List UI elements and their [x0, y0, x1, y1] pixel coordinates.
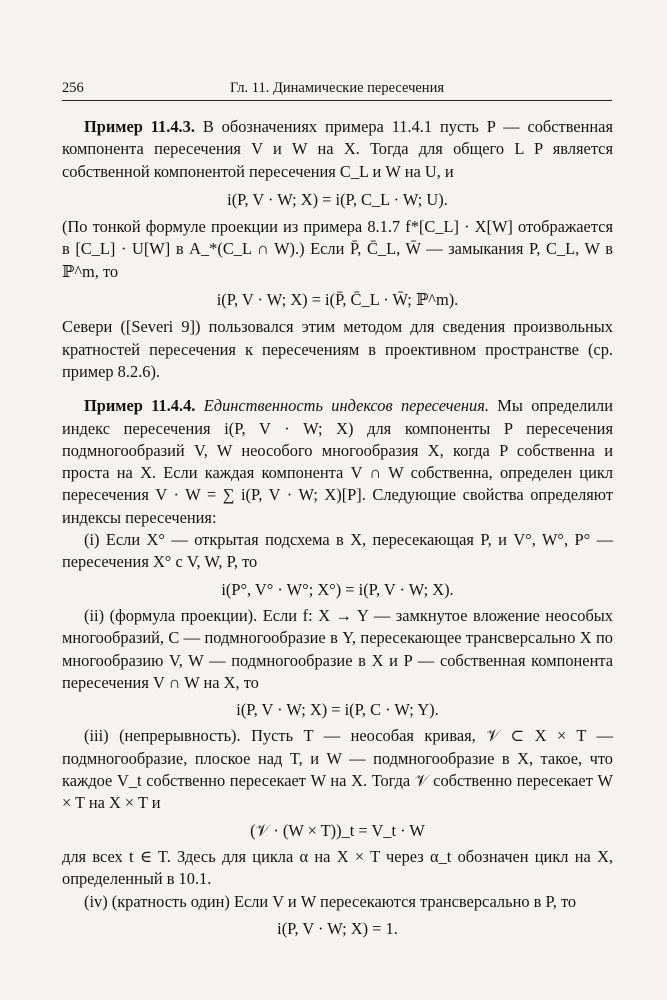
- formula: (𝒱 · (W × T))_t = V_t · W: [250, 820, 425, 840]
- formula: i(P°, V° · W°; X°) = i(P, V · W; X).: [221, 579, 454, 599]
- list-item: (iv) (кратность один) Если V и W пересекаются трансверсально в P, то: [84, 891, 577, 911]
- example-11-4-3: [62, 116, 613, 183]
- list-item: (i) Если X° — открытая подсхема в X, пересекающая P, и V°, W°, P° — пересечения X° с V, W, P, то: [62, 530, 613, 572]
- paragraph: (По тонкой формуле проекции из примера 8.1.7 f*[C_L] · X[W] отображается в [C_L] · U[W] в A_*(C_L ∩ W).) Если P̄, C̄_L, W̄ — замыкания P, C_L, W в ℙ^m, то: [62, 217, 613, 281]
- example-heading: Пример 11.4.3.: [84, 117, 195, 136]
- paragraph: Мы определили индекс пересечения i(P, V · W; X) для компоненты P пересечения подмногообразий V, W неособого многообразия X, когда P собственна и проста на X. Если каждая компонента V ∩ W собственна, определен цикл пересечения V · W = ∑ i(P, V · W; X)[P]. Следующие свойства определяют индексы пересечения:: [62, 396, 613, 527]
- formula: i(P, V · W; X) = i(P, C_L · W; U).: [227, 189, 448, 209]
- paragraph: Севери ([Severi 9]) пользовался этим методом для сведения произвольных кратностей пересечения к пересечениям в проективном пространстве (ср. пример 8.2.6).: [62, 317, 613, 381]
- list-item: (ii) (формула проекции). Если f: X → Y — замкнутое вложение неособых многообразий, C — подмногообразие в Y, пересекающее трансверсально X по многообразию V, W — подмногообразие в X и P — собственная компонента пересечения V ∩ W на X, то: [62, 605, 613, 692]
- example-11-4-4: [62, 395, 613, 529]
- formula: i(P, V · W; X) = i(P̄, C̄_L · W̄; ℙ^m).: [216, 290, 459, 310]
- example-title: Единственность индексов пересечения.: [203, 396, 489, 416]
- chapter-title: Гл. 11. Динамические пересечения: [229, 80, 444, 96]
- header-rule: [62, 100, 612, 101]
- paragraph: для всех t ∈ T. Здесь для цикла α на X × T через α_t обозначен цикл на X, определенный в 10.1.: [62, 846, 613, 889]
- formula: i(P, V · W; X) = 1.: [277, 918, 398, 938]
- paragraph: В обозначениях примера 11.4.1 пусть P — собственная компонента пересечения V и W на X. Тогда для общего L P является собственной компонентой пересечения C_L и W на U, и: [62, 117, 613, 181]
- formula: i(P, V · W; X) = i(P, C · W; Y).: [236, 700, 439, 720]
- page-number: 256: [62, 80, 84, 96]
- list-item: (iii) (непрерывность). Пусть T — неособая кривая, 𝒱 ⊂ X × T — подмногообразие, плоское над T, и W — подмногообразие в X, такое, что каждое V_t собственно пересекает W на X. Тогда 𝒱 собственно пересекает W × T на X × T и: [62, 726, 613, 813]
- example-heading: Пример 11.4.4.: [84, 396, 196, 416]
- page-body: [62, 116, 613, 944]
